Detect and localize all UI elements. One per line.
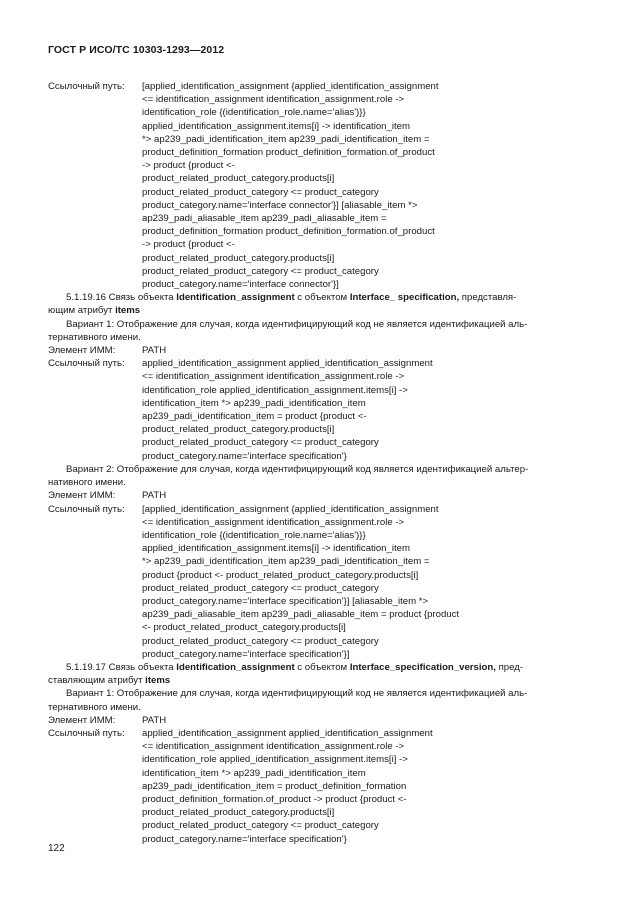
entity-name: Identification_assignment [176, 292, 295, 304]
document-header: ГОСТ Р ИСО/ТС 10303-1293—2012 [48, 44, 225, 56]
page-number: 122 [48, 843, 65, 854]
path-line: product_related_product_category.products[i] [142, 424, 335, 436]
reference-path-label: Ссылочный путь: [48, 358, 125, 370]
heading-text: 5.1.19.16 Связь объекта [66, 292, 177, 304]
path-line: identification_role applied_identification_assignment.items[i] -> [142, 384, 408, 396]
path-line: identification_role applied_identification_assignment.items[i] -> [142, 754, 408, 766]
imm-element-row [48, 714, 585, 727]
variant-text: тернативного имени. [48, 701, 141, 713]
path-line: [applied_identification_assignment {applied_identification_assignment [142, 81, 439, 92]
variant-1-description [48, 687, 585, 713]
heading-text: с объектом [294, 292, 350, 304]
heading-text: ющим атрибут [48, 305, 116, 317]
path-line: product_definition_formation.of_product -> product {product <- [142, 793, 407, 805]
path-line: product_category.name='interface specification'}] [142, 648, 350, 660]
attribute-name: items [115, 305, 141, 317]
reference-path-label: Ссылочный путь: [48, 503, 125, 515]
imm-element-value: PATH [142, 490, 167, 502]
variant-2-description [48, 463, 585, 489]
path-line: <= identification_assignment identification_assignment.role -> [142, 94, 405, 106]
path-line: product_related_product_category <= product_category [142, 820, 379, 832]
heading-text: ставляющим атрибут [48, 675, 146, 687]
path-line: applied_identification_assignment.items[i] -> identification_item [142, 120, 410, 132]
variant-text: нативного имени. [48, 477, 126, 489]
path-line: <= identification_assignment identification_assignment.role -> [142, 516, 405, 528]
heading-text: с объектом [294, 661, 350, 673]
heading-text: 5.1.19.17 Связь объекта [66, 661, 177, 673]
imm-element-label: Элемент ИММ: [48, 714, 116, 726]
entity-name: Identification_assignment [176, 661, 295, 673]
path-line: identification_item *> ap239_padi_identification_item [142, 397, 366, 409]
path-line: product_related_product_category.products[i] [142, 173, 335, 185]
path-line: product_related_product_category <= product_category [142, 265, 379, 277]
document-content [48, 80, 585, 846]
path-line: *> ap239_padi_identification_item ap239_padi_identification_item = [142, 133, 430, 145]
path-line: [applied_identification_assignment {applied_identification_assignment [142, 503, 439, 515]
imm-element-row [48, 489, 585, 502]
variant-1-description [48, 318, 585, 344]
reference-path-block-2 [48, 357, 585, 463]
entity-name: Interface_ specification, [349, 292, 460, 304]
path-line: product_category.name='interface specification'}] [aliasable_item *> [142, 595, 429, 607]
imm-element-value: PATH [142, 345, 167, 357]
path-line: product {product <- product_related_product_category.products[i] [142, 569, 419, 581]
path-line: product_category.name='interface specification'} [142, 450, 347, 462]
variant-text: Вариант 2: Отображение для случая, когда идентифицирующий код является идентификацией альтер- [66, 463, 529, 475]
heading-text: представля- [459, 292, 517, 304]
reference-path-value [142, 357, 585, 463]
path-line: ap239_padi_aliasable_item ap239_padi_aliasable_item = product {product [142, 609, 460, 621]
path-line: product_category.name='interface specification'} [142, 833, 347, 845]
section-heading-line [48, 291, 585, 304]
reference-path-label: Ссылочный путь: [48, 727, 125, 739]
variant-text: тернативного имени. [48, 331, 141, 343]
reference-path-block-3 [48, 503, 585, 661]
section-5-1-19-17-heading [48, 661, 585, 687]
path-line: identification_role {(identification_role.name='alias')}} [142, 107, 366, 119]
path-line: product_definition_formation product_definition_formation.of_product [142, 226, 435, 238]
path-line: <- product_related_product_category.products[i] [142, 622, 346, 634]
section-heading-line [48, 304, 585, 317]
section-5-1-19-16-heading [48, 291, 585, 317]
path-line: applied_identification_assignment applied_identification_assignment [142, 727, 433, 739]
reference-path-label: Ссылочный путь: [48, 81, 125, 92]
path-line: ap239_padi_aliasable_item ap239_padi_aliasable_item = [142, 213, 387, 225]
reference-path-value [142, 503, 585, 661]
reference-path-block-4 [48, 727, 585, 846]
path-line: identification_role {(identification_role.name='alias')}} [142, 529, 366, 541]
path-line: product_related_product_category <= product_category [142, 186, 379, 198]
path-line: <= identification_assignment identification_assignment.role -> [142, 741, 405, 753]
path-line: ap239_padi_identification_item = product {product <- [142, 411, 367, 423]
path-line: applied_identification_assignment.items[i] -> identification_item [142, 543, 410, 555]
path-line: product_related_product_category <= product_category [142, 635, 379, 647]
reference-path-value [142, 80, 585, 291]
path-line: -> product {product <- [142, 160, 235, 172]
path-line: product_related_product_category.products[i] [142, 807, 335, 819]
variant-text: Вариант 1: Отображение для случая, когда идентифицирующий код не является идентификацией аль- [66, 318, 528, 330]
path-line: product_category.name='interface connector'}] [142, 279, 339, 291]
path-line: product_related_product_category.products[i] [142, 252, 335, 264]
section-heading-line [48, 674, 585, 687]
variant-text: Вариант 1: Отображение для случая, когда идентифицирующий код не является идентификацией аль- [66, 688, 528, 700]
path-line: product_related_product_category <= product_category [142, 437, 379, 449]
path-line: product_category.name='interface connector'}] [aliasable_item *> [142, 199, 418, 211]
section-heading-line [48, 661, 585, 674]
path-line: applied_identification_assignment applied_identification_assignment [142, 358, 433, 370]
attribute-name: items [145, 675, 171, 687]
path-line: *> ap239_padi_identification_item ap239_padi_identification_item = [142, 556, 430, 568]
heading-text: пред- [495, 661, 524, 673]
reference-path-block-1 [48, 80, 585, 291]
path-line: ap239_padi_identification_item = product_definition_formation [142, 780, 407, 792]
imm-element-value: PATH [142, 714, 167, 726]
path-line: <= identification_assignment identification_assignment.role -> [142, 371, 405, 383]
entity-name: Interface_specification_version, [349, 661, 496, 673]
imm-element-label: Элемент ИММ: [48, 345, 116, 357]
path-line: identification_item *> ap239_padi_identification_item [142, 767, 366, 779]
imm-element-row [48, 344, 585, 357]
path-line: product_related_product_category <= product_category [142, 582, 379, 594]
path-line: product_definition_formation product_definition_formation.of_product [142, 147, 435, 159]
reference-path-value [142, 727, 585, 846]
imm-element-label: Элемент ИММ: [48, 490, 116, 502]
path-line: -> product {product <- [142, 239, 235, 251]
